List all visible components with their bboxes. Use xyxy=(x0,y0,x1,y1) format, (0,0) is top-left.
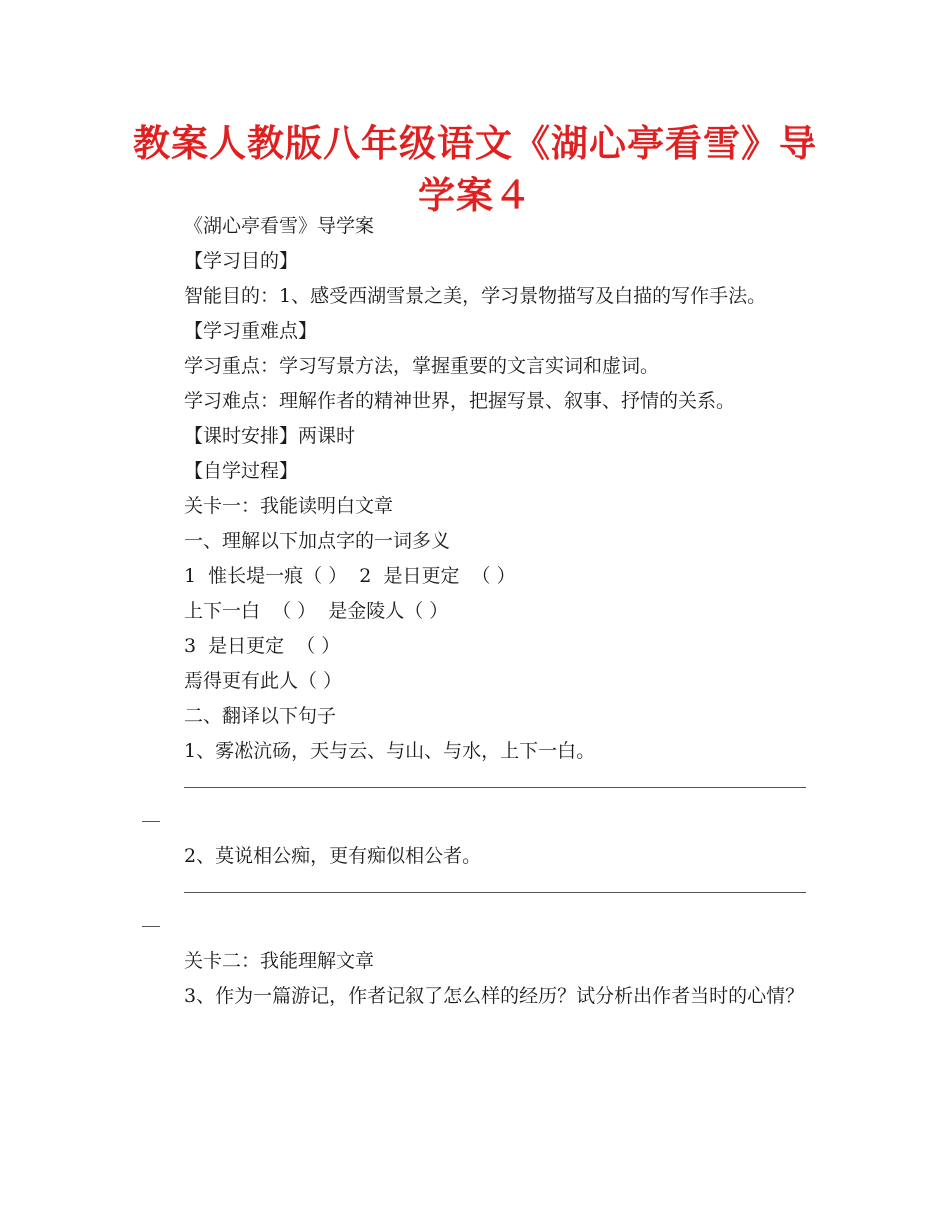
paragraph-exercise-one: 一、理解以下加点字的一词多义 xyxy=(184,530,451,552)
document-title: 教案人教版八年级语文《湖心亭看雪》导学案４ xyxy=(133,122,817,217)
paragraph-subtitle: 《湖心亭看雪》导学案 xyxy=(184,215,375,237)
answer-line-2 xyxy=(142,874,806,909)
paragraph-translate-2: 2、莫说相公痴，更有痴似相公者。 xyxy=(184,845,482,867)
answer-line-2-tail xyxy=(142,909,806,944)
document-body xyxy=(142,209,806,1014)
paragraph-item-3b: 焉得更有此人（ ） xyxy=(184,670,343,692)
answer-line-stroke xyxy=(184,787,806,788)
answer-line-1-tail xyxy=(142,804,806,839)
paragraph-item-3: 3 是日更定 （ ） xyxy=(184,635,341,657)
paragraph-item-1: 1 惟长堤一痕（ ） 2 是日更定 （ ） xyxy=(184,565,516,587)
paragraph-item-1b: 上下一白 （ ） 是金陵人（ ） xyxy=(184,600,449,622)
paragraph-objective: 智能目的：1、感受西湖雪景之美，学习景物描写及白描的写作手法。 xyxy=(184,285,767,307)
paragraph-key-point: 学习重点：学习写景方法，掌握重要的文言实词和虚词。 xyxy=(184,355,660,377)
answer-line-dash xyxy=(142,821,160,822)
paragraph-question-3: 3、作为一篇游记，作者记叙了怎么样的经历？试分析出作者当时的心情？ xyxy=(184,985,805,1007)
section-heading-objectives: 【学习目的】 xyxy=(184,250,299,272)
paragraph-schedule: 【课时安排】两课时 xyxy=(184,425,356,447)
answer-line-dash xyxy=(142,926,160,927)
answer-line-1 xyxy=(142,769,806,804)
paragraph-exercise-two: 二、翻译以下句子 xyxy=(184,705,337,727)
section-heading-self-study: 【自学过程】 xyxy=(184,460,299,482)
paragraph-stage-two: 关卡二：我能理解文章 xyxy=(184,950,375,972)
paragraph-translate-1: 1、雾凇沆砀，天与云、与山、与水，上下一白。 xyxy=(184,740,596,762)
section-heading-key-points: 【学习重难点】 xyxy=(184,320,318,342)
paragraph-stage-one: 关卡一：我能读明白文章 xyxy=(184,495,394,517)
paragraph-difficulty: 学习难点：理解作者的精神世界，把握写景、叙事、抒情的关系。 xyxy=(184,390,736,412)
answer-line-stroke xyxy=(184,892,806,893)
